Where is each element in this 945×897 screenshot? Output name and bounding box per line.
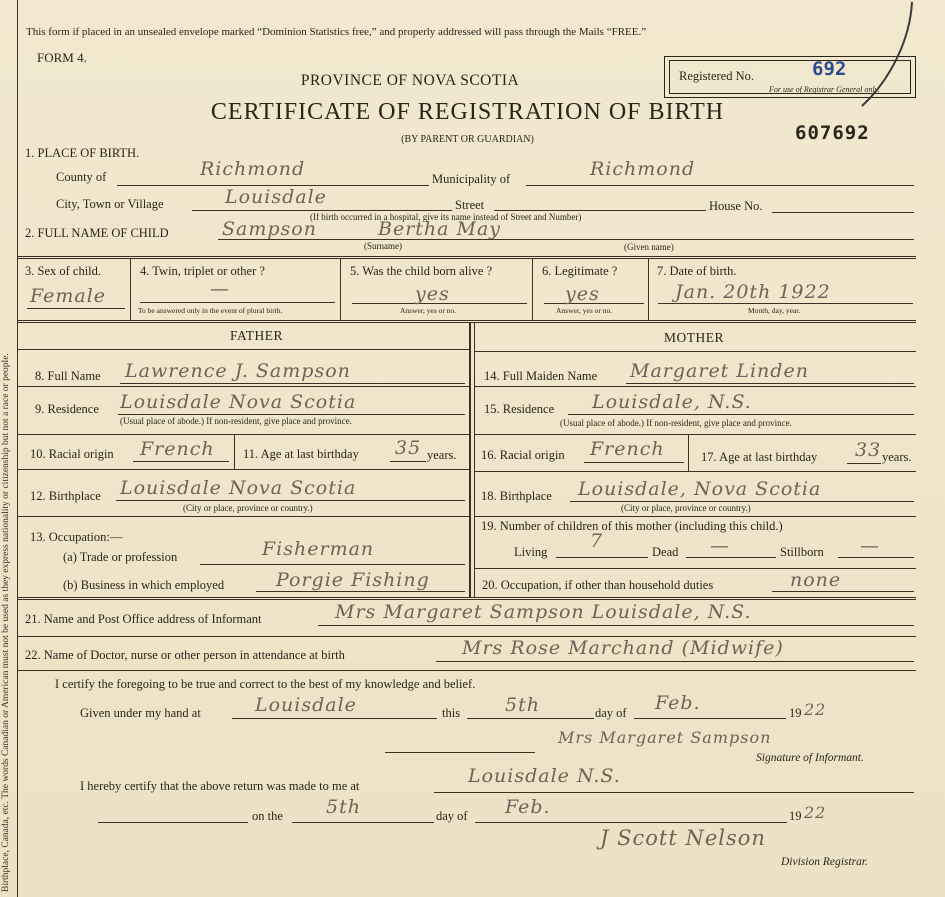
child-given-value: Bertha May [378, 218, 502, 240]
stillborn-value: — [860, 535, 880, 557]
registrar-signature-label: Division Registrar. [781, 856, 868, 868]
registrar-place-value: Louisdale N.S. [468, 765, 621, 787]
mother-children-label: 19. Number of children of this mother (including this child.) [481, 519, 783, 533]
registrar-year-prefix: 19 [789, 809, 802, 823]
street-label: Street [455, 198, 485, 212]
dead-label: Dead [652, 545, 679, 559]
father-name-value: Lawrence J. Sampson [125, 360, 351, 382]
father-business-label: (b) Business in which employed [63, 578, 225, 592]
mother-residence-label: 15. Residence [484, 402, 555, 416]
registrar-statement: I hereby certify that the above return was made to me at [80, 779, 360, 793]
father-years-label: years. [427, 448, 457, 462]
twin-label: 4. Twin, triplet or other ? [140, 264, 265, 278]
father-age-label: 11. Age at last birthday [243, 447, 359, 461]
mother-occupation-value: none [790, 569, 842, 591]
father-birthplace-value: Louisdale Nova Scotia [120, 477, 357, 499]
informant-value: Mrs Margaret Sampson Louisdale, N.S. [335, 601, 752, 623]
registrar-day-value: 5th [326, 796, 361, 818]
legitimate-value: yes [565, 283, 600, 305]
living-label: Living [514, 545, 548, 559]
child-name-label: 2. FULL NAME OF CHILD [25, 226, 169, 240]
sex-value: Female [30, 285, 107, 307]
born-alive-note: Answer, yes or no. [400, 306, 457, 315]
given-place-value: Louisdale [255, 694, 357, 716]
mother-residence-note: (Usual place of abode.) If non-resident, give place and province. [560, 418, 792, 428]
date-of-birth-note: Month, day, year. [748, 306, 801, 315]
given-label: Given under my hand at [80, 706, 201, 720]
registered-number: 692 [812, 58, 847, 80]
child-surname-value: Sampson [222, 218, 317, 240]
place-of-birth-label: 1. PLACE OF BIRTH. [25, 146, 140, 160]
legitimate-note: Answer, yes or no. [556, 306, 613, 315]
province-heading: PROVINCE OF NOVA SCOTIA [300, 72, 520, 89]
mother-birthplace-label: 18. Birthplace [481, 489, 552, 503]
date-of-birth-value: Jan. 20th 1922 [675, 281, 831, 303]
attendant-label: 22. Name of Doctor, nurse or other person in attendance at birth [25, 648, 345, 662]
father-racial-value: French [140, 438, 215, 460]
surname-caption: (Surname) [364, 241, 402, 251]
city-value: Louisdale [225, 186, 327, 208]
serial-number: 607692 [795, 122, 870, 144]
certificate-title: CERTIFICATE OF REGISTRATION OF BIRTH [210, 99, 725, 125]
informant-label: 21. Name and Post Office address of Informant [25, 612, 262, 626]
registrar-day-of-label: day of [436, 809, 468, 823]
mother-age-value: 33 [855, 439, 882, 461]
living-value: 7 [590, 530, 604, 552]
given-year-prefix: 19 [789, 706, 802, 720]
county-value: Richmond [200, 158, 306, 180]
born-alive-label: 5. Was the child born alive ? [350, 264, 493, 278]
certification-statement: I certify the foregoing to be true and correct to the best of my knowledge and belief. [55, 677, 476, 691]
father-age-value: 35 [395, 437, 422, 459]
informant-signature: Mrs Margaret Sampson [558, 728, 772, 747]
given-year-value: 22 [804, 700, 827, 719]
born-alive-value: yes [415, 283, 450, 305]
father-name-label: 8. Full Name [35, 369, 101, 383]
given-day-value: 5th [505, 694, 540, 716]
form-number: FORM 4. [37, 50, 87, 65]
father-business-value: Porgie Fishing [276, 569, 430, 591]
father-trade-label: (a) Trade or profession [63, 550, 178, 564]
dead-value: — [710, 535, 730, 557]
county-label: County of [56, 170, 107, 184]
given-this-label: this [442, 706, 461, 720]
mother-name-value: Margaret Linden [630, 360, 809, 382]
registrar-signature: J Scott Nelson [600, 826, 766, 850]
date-of-birth-label: 7. Date of birth. [657, 264, 737, 278]
municipality-label: Municipality of [432, 172, 511, 186]
postal-note: This form if placed in an unsealed envelope marked “Dominion Statistics free,” and properly addressed will pass through the Mails “FREE.” [26, 26, 647, 38]
registrar-year-value: 22 [804, 803, 827, 822]
mother-heading: MOTHER [664, 330, 724, 345]
given-month-value: Feb. [655, 692, 701, 714]
mother-racial-label: 16. Racial origin [481, 448, 565, 462]
sex-label: 3. Sex of child. [25, 264, 102, 278]
father-residence-label: 9. Residence [35, 402, 99, 416]
twin-note: To be answered only in the event of plural birth. [138, 306, 283, 315]
father-birthplace-note: (City or place, province or country.) [183, 503, 313, 513]
mother-residence-value: Louisdale, N.S. [592, 391, 752, 413]
registrar-note: For use of Registrar General only. [769, 85, 880, 94]
city-label: City, Town or Village [56, 197, 164, 211]
father-residence-note: (Usual place of abode.) If non-resident, give place and province. [120, 416, 352, 426]
mother-birthplace-note: (City or place, province or country.) [621, 503, 751, 513]
registered-label: Registered No. [679, 69, 754, 83]
twin-value: — [210, 278, 230, 300]
pencil-check-mark [850, 0, 920, 110]
certificate-subtitle: (BY PARENT OR GUARDIAN) [401, 134, 534, 145]
house-number-label: House No. [709, 199, 763, 213]
municipality-value: Richmond [590, 158, 696, 180]
mother-name-label: 14. Full Maiden Name [484, 369, 598, 383]
hospital-note: (If birth occurred in a hospital, give its name instead of Street and Number) [310, 212, 582, 222]
mother-racial-value: French [590, 438, 665, 460]
father-birthplace-label: 12. Birthplace [30, 489, 101, 503]
registrar-on-the-label: on the [252, 809, 283, 823]
given-day-of-label: day of [595, 706, 627, 720]
mother-occupation-label: 20. Occupation, if other than household duties [482, 578, 714, 592]
stillborn-label: Stillborn [780, 545, 824, 559]
mother-birthplace-value: Louisdale, Nova Scotia [578, 478, 822, 500]
informant-signature-label: Signature of Informant. [756, 752, 864, 764]
father-racial-label: 10. Racial origin [30, 447, 114, 461]
mother-age-label: 17. Age at last birthday [701, 450, 818, 464]
father-occupation-label: 13. Occupation:— [30, 530, 123, 544]
registrar-month-value: Feb. [505, 796, 551, 818]
father-residence-value: Louisdale Nova Scotia [120, 391, 357, 413]
sidebar-text: Birthplace, Canada, etc. The words Canadian or American must not be used as they express nationality or citizenship but not a race or people. [1, 353, 11, 892]
given-caption: (Given name) [624, 242, 674, 252]
legitimate-label: 6. Legitimate ? [542, 264, 618, 278]
father-trade-value: Fisherman [262, 538, 375, 560]
mother-years-label: years. [882, 450, 912, 464]
attendant-value: Mrs Rose Marchand (Midwife) [462, 637, 784, 659]
father-heading: FATHER [230, 328, 284, 343]
